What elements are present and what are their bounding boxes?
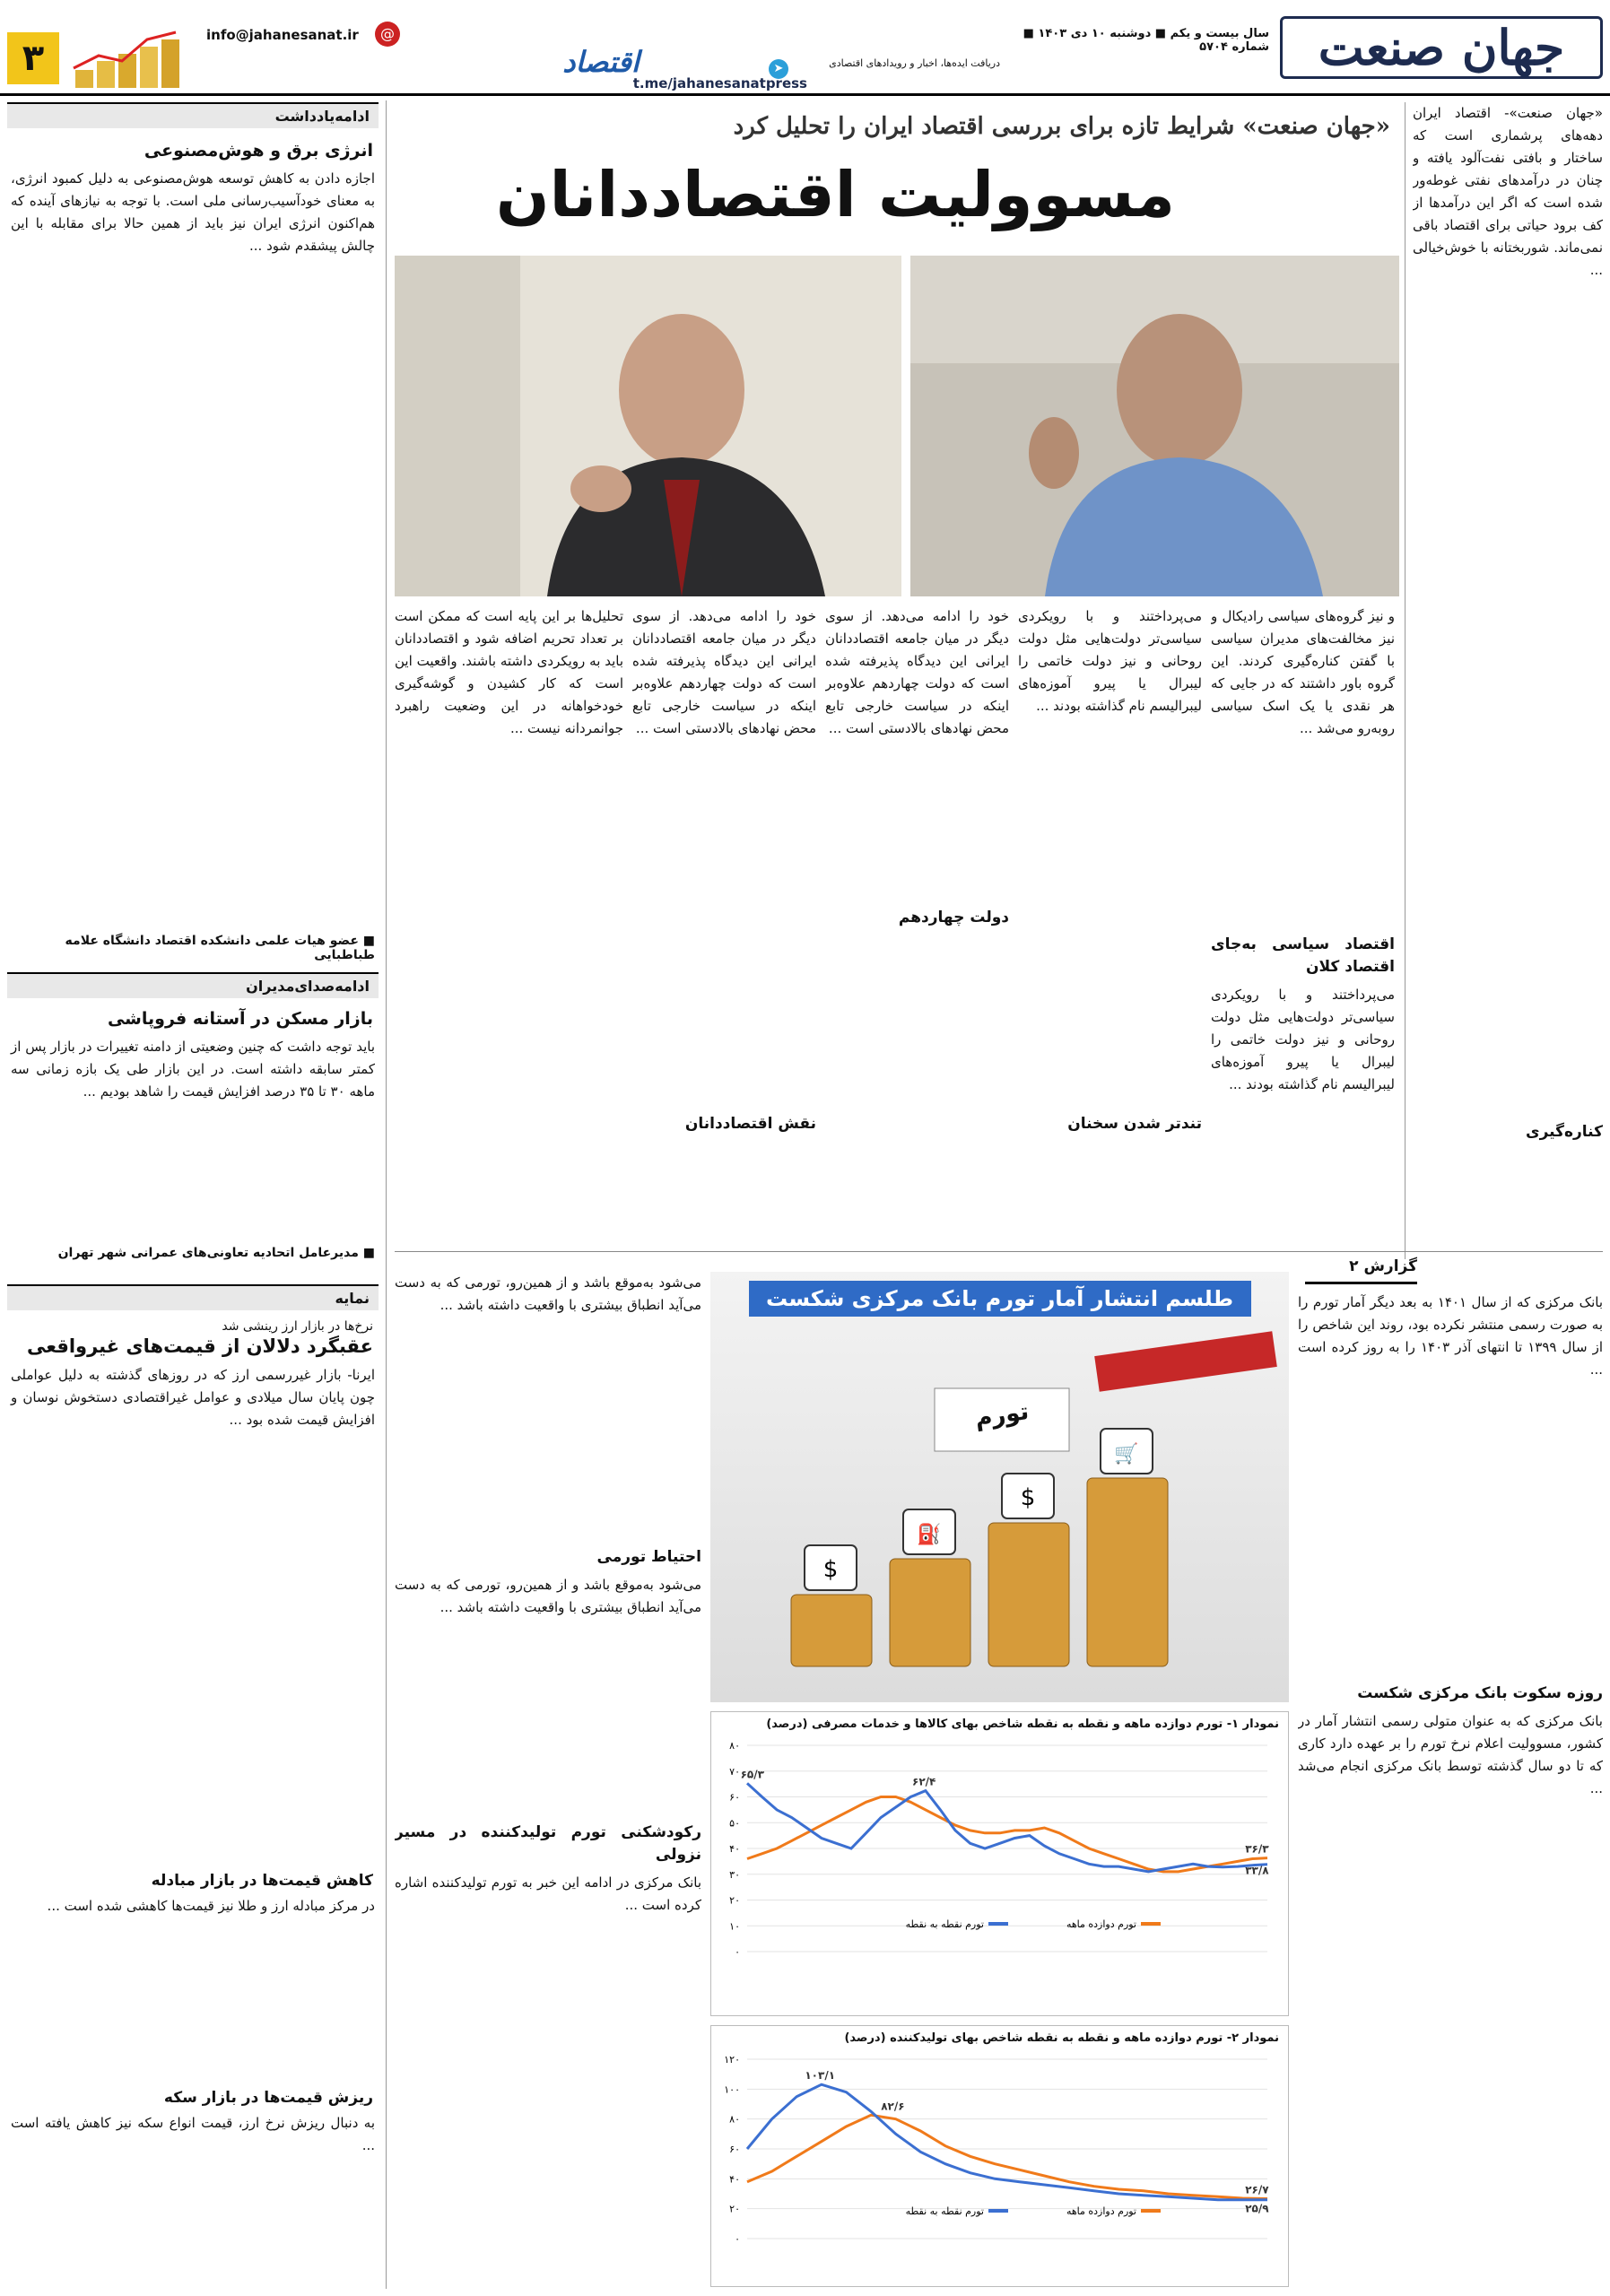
chart-1-plot — [711, 1736, 1290, 2005]
y-tick-label: ۲۰ — [729, 2203, 740, 2215]
legend-swatch — [1141, 1922, 1161, 1926]
echo-body: باید توجه داشت که چنین وضعیتی از دامنه تغییرات در بازار پس از کمتر سابقه داشته است. در این بازار طی یک بازه زمانی سه ماهه ۳۰ تا ۳۵ درصد افزایش قیمت را شاهد بودیم ... — [11, 1039, 375, 1100]
legend-label: تورم نقطه به نقطه — [905, 2205, 984, 2217]
legend-swatch — [1141, 2209, 1161, 2213]
photo-economist-left — [395, 256, 901, 596]
y-tick-label: ۶۰ — [729, 1791, 740, 1804]
svg-text:$: $ — [822, 1556, 839, 1583]
y-tick-label: ۳۰ — [729, 1868, 740, 1881]
report-body-4: بانک مرکزی در ادامه این خبر به تورم تولیدکننده اشاره کرده است ... — [395, 1874, 701, 1913]
data-label: ۱۰۳/۱ — [805, 2069, 836, 2083]
report-subhead-3: رکودشکنی تورم تولیدکننده در مسیر نزولی — [395, 1823, 701, 1864]
page-number: ۳ — [7, 32, 59, 84]
opinion-title: انرژی برق و هوش‌مصنوعی — [144, 141, 373, 161]
y-tick-label: ۱۰۰ — [724, 2083, 740, 2096]
legend-swatch — [988, 2209, 1008, 2213]
legend-label: تورم نقطه به نقطه — [905, 1918, 984, 1930]
svg-text:🛒: 🛒 — [1114, 1443, 1139, 1465]
lead-body-1: و نیز گروه‌های سیاسی رادیکال و نیز مخالفت‌های مدیران سیاسی با گفتن کناره‌گیری کردند. این گروه باور داشتند که در جایی که هر نقدی یا یک اسک سیاسی روبه‌رو می‌شد ... — [1211, 608, 1395, 736]
data-label: ۶۵/۳ — [740, 1768, 764, 1781]
y-tick-label: ۶۰ — [729, 2144, 740, 2155]
report-banner-tag: تورم — [973, 1397, 1031, 1433]
telegram-icon: ➤ — [769, 59, 788, 79]
series-line-1 — [747, 2115, 1267, 2198]
exchange-kicker: نرخ‌ها در بازار ارز رینشی شد — [222, 1319, 373, 1334]
email[interactable]: info@jahanesanat.ir — [206, 27, 359, 43]
exchange-subhead-2: ریزش قیمت‌ها در بازار سکه — [163, 2089, 373, 2107]
echo-title: بازار مسکن در آستانه فروپاشی — [107, 1009, 373, 1029]
exchange-subhead-1: کاهش قیمت‌ها در بازار مبادله — [151, 1872, 373, 1890]
report-label: گزارش ۲ — [1305, 1257, 1417, 1284]
legend-swatch — [988, 1922, 1008, 1926]
lead-column-3 — [825, 605, 1009, 1242]
lead-subhead-3: تندتر شدن سخنان — [1067, 1115, 1202, 1133]
lead-subhead-2: کناره‌گیری — [1525, 1123, 1603, 1141]
y-tick-label: ۸۰ — [729, 1740, 740, 1752]
lead-column-1 — [1211, 605, 1395, 1242]
series-line-1 — [747, 1797, 1267, 1872]
y-tick-label: ۵۰ — [729, 1817, 740, 1830]
telegram-link[interactable]: t.me/jahanesanatpress — [632, 75, 807, 91]
coins-illustration — [710, 1326, 1289, 1702]
chart-1-title: نمودار ۱- تورم دوازده ماهه و نقطه به نقطه شاخص بهای کالاها و خدمات مصرفی (درصد) — [766, 1718, 1279, 1731]
report-banner-title: طلسم انتشار آمار تورم بانک مرکزی شکست — [749, 1281, 1251, 1317]
echo-box — [7, 972, 379, 1277]
data-label: ۲۵/۹ — [1245, 2202, 1269, 2215]
y-tick-label: ۴۰ — [729, 2173, 740, 2186]
chart-2-title: نمودار ۲- تورم دوازده ماهه و نقطه به نقطه شاخص بهای تولیدکننده (درصد) — [844, 2031, 1279, 2045]
y-tick-label: ۱۰ — [729, 1920, 740, 1933]
y-tick-label: ۸۰ — [729, 2113, 740, 2126]
report-body-3: می‌شود به‌موقع باشد و از همین‌رو، تورمی که به دست می‌آید انطباق بیشتری با واقعیت داشته باشد ... — [395, 1274, 701, 1313]
lead-column-5: تحلیل‌ها بر این پایه است که ممکن است بر تعداد تحریم اضافه شود و اقتصاددانان باید به رویکردی داشته باشند. واقعیت این است که کار کشیدن و گوشه‌گیری خودخواهانه در این وضعیت راهبرد جوانمردانه نیست ... — [395, 608, 623, 736]
report-column-2 — [395, 1272, 701, 2287]
lead-body-3: خود را ادامه می‌دهد. از سوی دیگر در میان جامعه اقتصاددانان ایرانی این دیدگاه پذیرفته شده است که دولت چهاردهم علاوه‌بر اینکه در سیاست خارجی تابع محض نهادهای بالادستی است ... — [825, 608, 1009, 736]
y-tick-label: ۲۰ — [729, 1894, 740, 1907]
y-tick-label: ۴۰ — [729, 1843, 740, 1855]
email-icon: @ — [375, 22, 400, 47]
gold-coins-graphic — [72, 27, 188, 90]
issue-meta: سال بیست و یکم ■ دوشنبه ۱۰ دی ۱۴۰۳ ■ شماره ۵۷۰۴ — [1023, 27, 1269, 54]
lead-kicker: «جهان صنعت» شرایط تازه برای بررسی اقتصاد ایران را تحلیل کرد — [733, 113, 1390, 140]
chart-2 — [710, 2025, 1289, 2287]
echo-header: ادامه‌صدای‌مدیران — [7, 972, 379, 998]
report-body-1: بانک مرکزی که از سال ۱۴۰۱ به بعد دیگر آمار تورم را به صورت رسمی منتشر نکرده بود، روند این شاخص را از سال ۱۳۹۹ تا انتهای آذر ۱۴۰۳ را به روز کرده است ... — [1298, 1294, 1603, 1378]
lead-subhead-4: دولت چهاردهم — [898, 909, 1009, 926]
lead-column-2 — [1018, 605, 1202, 1242]
data-label: ۶۲/۴ — [912, 1775, 936, 1788]
legend-label: تورم دوازده ماهه — [1066, 2205, 1136, 2217]
lead-column-4 — [632, 605, 816, 1242]
exchange-box — [7, 1284, 379, 2287]
telegram-note: دریافت ایده‌ها، اخبار و رویدادهای اقتصادی — [829, 57, 1000, 69]
exchange-body: ایرنا- بازار غیررسمی ارز که در روزهای گذشته به دلیل عواملی چون پایان سال میلادی و عوامل غیراقتصادی دستخوش نوسان و افزایش قیمت شده بود ... — [11, 1367, 375, 1428]
data-label: ۲۶/۷ — [1245, 2183, 1269, 2196]
lead-title: مسوولیت اقتصاددانان — [495, 158, 1175, 231]
exchange-header: نمایه — [7, 1284, 379, 1310]
lead-subhead-1: اقتصاد سیاسی به‌جای اقتصاد کلان — [1211, 935, 1395, 976]
photo-economist-right — [910, 256, 1399, 596]
report-banner — [710, 1272, 1289, 1702]
report-body-2: بانک مرکزی که به عنوان متولی رسمی انتشار آمار در کشور، مسوولیت اعلام نرخ تورم را بر عهده دارد کاری که تا دو سال گذشته توسط بانک مرکزی انجام می‌شد ... — [1298, 1713, 1603, 1796]
y-tick-label: ۰ — [735, 2233, 740, 2245]
opinion-author: ■ عضو هیات علمی دانشکده اقتصاد دانشگاه علامه طباطبایی — [65, 934, 375, 962]
opinion-body: اجازه دادن به کاهش توسعه هوش‌مصنوعی به دلیل کمبود انرژی، به معنای خودآسیب‌رسانی ملی است. با توجه به نیازهای آینده که هم‌اکنون انرژی ایران نیز باید از همین حالا برای مقابله با این چالش پیشقدم شود ... — [11, 170, 375, 254]
lead-intro-column: «جهان صنعت»- اقتصاد ایران دهه‌های پرشماری است که ساختار و بافتی نفت‌آلود یافته و چنان در درآمدهای نفتی غوطه‌ور شده است که اگر این درآمدها از کف برود حیاتی برای اقتصاد باقی نمی‌ماند. شوربختانه با خوش‌خیالی ... — [1413, 105, 1603, 278]
lead-body-2: می‌پرداختند و با رویکردی سیاسی‌تر دولت‌هایی مثل دولت روحانی و نیز دولت خاتمی را لیبرال یا پیرو آموزه‌های لیبرالیسم نام گذاشته بودند ... — [1018, 608, 1202, 714]
exchange-title: عقبگرد دلالان از قیمت‌های غیرواقعی — [27, 1335, 373, 1357]
logo — [1280, 16, 1603, 79]
svg-text:$: $ — [1020, 1484, 1036, 1511]
report-subhead-2: احتیاط تورمی — [596, 1548, 701, 1566]
exchange-body-3: به دنبال ریزش نرخ ارز، قیمت انواع سکه نیز کاهش یافته است ... — [11, 2115, 375, 2153]
section-title: اقتصاد — [562, 45, 640, 79]
lead-body-4: خود را ادامه می‌دهد. از سوی دیگر در میان جامعه اقتصاددانان ایرانی این دیدگاه پذیرفته شده است که دولت چهاردهم علاوه‌بر اینکه در سیاست خارجی تابع محض نهادهای بالادستی است ... — [632, 608, 816, 736]
svg-text:⛽: ⛽ — [917, 1524, 942, 1546]
opinion-header: ادامه‌یادداشت — [7, 102, 379, 128]
y-tick-label: ۷۰ — [729, 1765, 740, 1778]
report-column-1 — [1298, 1292, 1603, 2287]
report-subhead-1: روزه سکوت بانک مرکزی شکست — [1357, 1684, 1603, 1702]
data-label: ۳۶/۳ — [1245, 1842, 1269, 1856]
data-label: ۳۳/۸ — [1245, 1864, 1269, 1877]
legend-label: تورم دوازده ماهه — [1066, 1918, 1136, 1930]
y-tick-label: ۱۲۰ — [724, 2054, 740, 2066]
series-line-2 — [747, 2084, 1267, 2200]
logo-text: جهان صنعت — [1318, 19, 1565, 76]
lead-body-1b: می‌پرداختند و با رویکردی سیاسی‌تر دولت‌هایی مثل دولت روحانی و نیز دولت خاتمی را لیبرال یا پیرو آموزه‌های لیبرالیسم نام گذاشته بودند ... — [1211, 987, 1395, 1092]
lead-subhead-5: نقش اقتصاددانان — [684, 1115, 816, 1133]
y-tick-label: ۰ — [735, 1946, 740, 1958]
echo-author: ■ مدیرعامل اتحادیه تعاونی‌های عمرانی شهر تهران — [57, 1246, 375, 1260]
masthead — [0, 0, 1610, 97]
chart-1 — [710, 1711, 1289, 2016]
chart-2-plot — [711, 2050, 1290, 2279]
exchange-body-2: در مرکز مبادله ارز و طلا نیز قیمت‌ها کاهشی شده است ... — [47, 1898, 375, 1914]
report-body-3b: می‌شود به‌موقع باشد و از همین‌رو، تورمی که به دست می‌آید انطباق بیشتری با واقعیت داشته باشد ... — [395, 1577, 701, 1615]
data-label: ۸۲/۶ — [881, 2100, 905, 2113]
opinion-box — [7, 102, 379, 963]
